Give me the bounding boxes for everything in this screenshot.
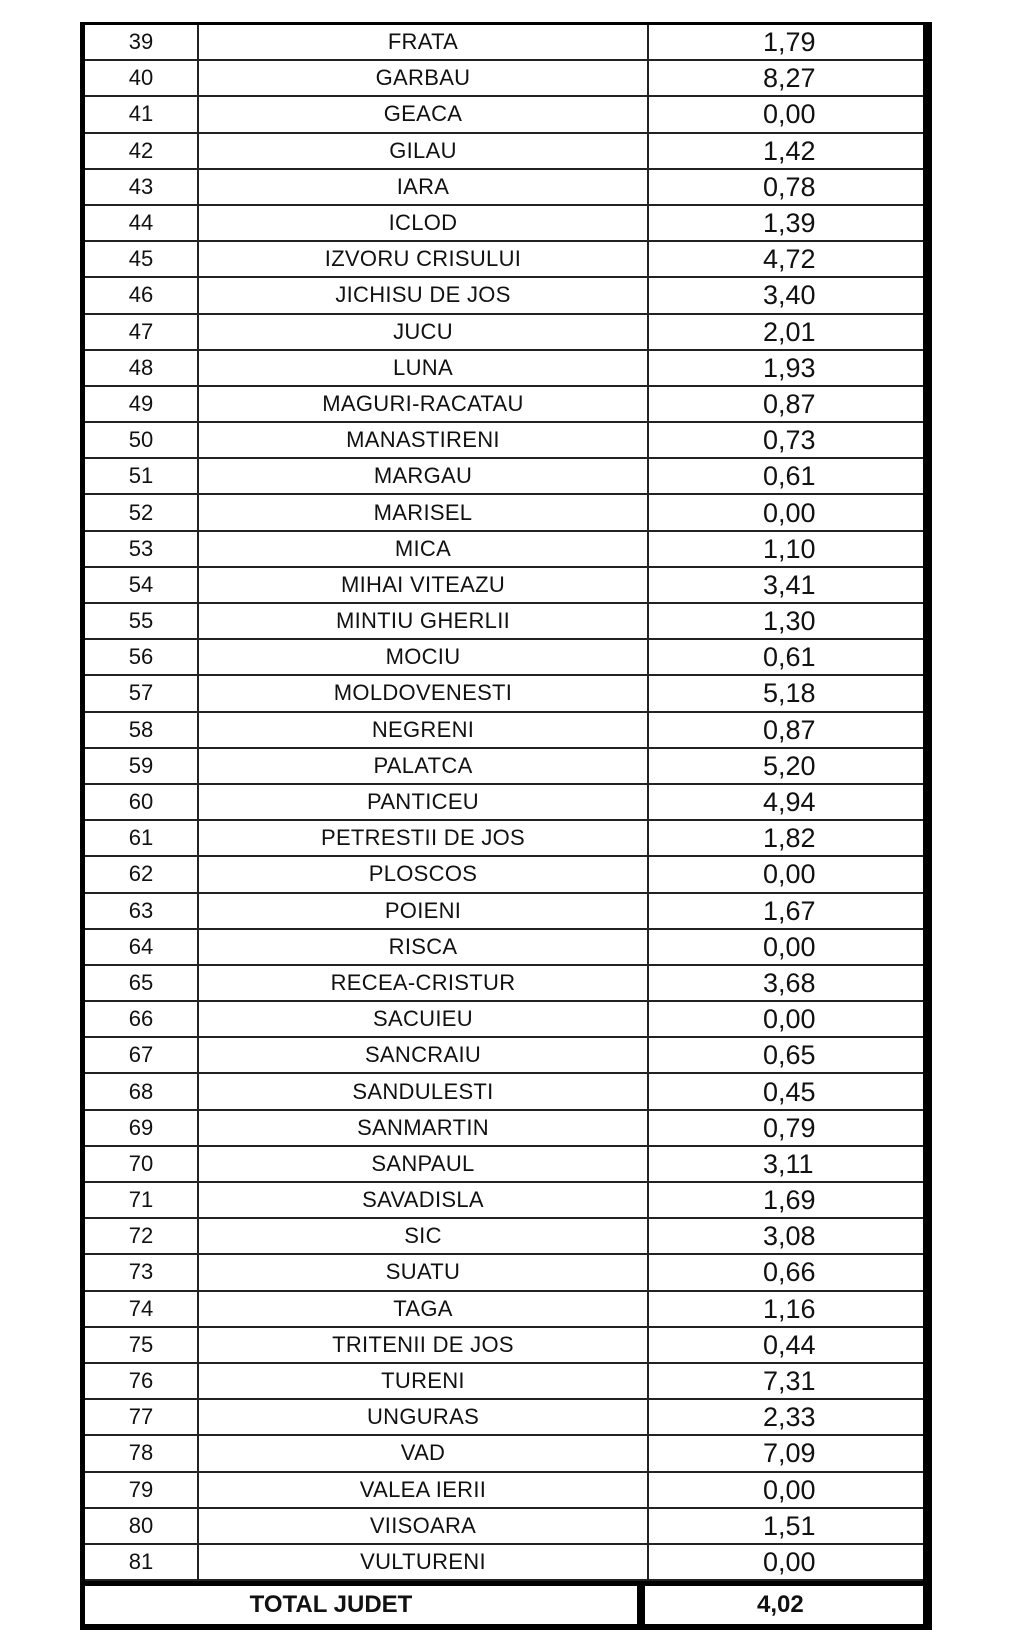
locality-name: MARGAU <box>198 458 648 494</box>
row-number: 72 <box>85 1218 198 1254</box>
table-row <box>85 169 923 205</box>
table-row <box>85 893 923 929</box>
row-value: 0,44 <box>648 1327 923 1363</box>
row-value: 0,00 <box>648 929 923 965</box>
row-value: 7,09 <box>648 1435 923 1471</box>
table-row <box>85 1001 923 1037</box>
locality-name: PLOSCOS <box>198 856 648 892</box>
row-number: 75 <box>85 1327 198 1363</box>
table-row <box>85 820 923 856</box>
locality-name: MIHAI VITEAZU <box>198 567 648 603</box>
locality-name: PETRESTII DE JOS <box>198 820 648 856</box>
row-number: 54 <box>85 567 198 603</box>
table-row <box>85 712 923 748</box>
row-number: 80 <box>85 1508 198 1544</box>
locality-name: MAGURI-RACATAU <box>198 386 648 422</box>
row-number: 48 <box>85 350 198 386</box>
row-value: 1,79 <box>648 25 923 60</box>
table-row <box>85 350 923 386</box>
locality-name: RISCA <box>198 929 648 965</box>
row-number: 76 <box>85 1363 198 1399</box>
locality-name: VALEA IERII <box>198 1472 648 1508</box>
locality-name: MINTIU GHERLII <box>198 603 648 639</box>
row-value: 2,33 <box>648 1399 923 1435</box>
table-row <box>85 1435 923 1471</box>
table-row <box>85 133 923 169</box>
table-row <box>85 1291 923 1327</box>
table-row <box>85 603 923 639</box>
localities-table <box>85 25 923 1581</box>
locality-name: SANDULESTI <box>198 1073 648 1109</box>
row-value: 1,67 <box>648 893 923 929</box>
row-number: 64 <box>85 929 198 965</box>
locality-name: VULTURENI <box>198 1544 648 1580</box>
row-number: 58 <box>85 712 198 748</box>
row-number: 61 <box>85 820 198 856</box>
row-number: 78 <box>85 1435 198 1471</box>
row-value: 0,73 <box>648 422 923 458</box>
table-row <box>85 1544 923 1580</box>
row-number: 55 <box>85 603 198 639</box>
row-value: 0,61 <box>648 458 923 494</box>
locality-name: POIENI <box>198 893 648 929</box>
locality-name: NEGRENI <box>198 712 648 748</box>
table-row <box>85 494 923 530</box>
locality-name: SACUIEU <box>198 1001 648 1037</box>
row-number: 79 <box>85 1472 198 1508</box>
row-value: 1,16 <box>648 1291 923 1327</box>
table-row <box>85 96 923 132</box>
locality-name: ICLOD <box>198 205 648 241</box>
row-number: 53 <box>85 531 198 567</box>
row-number: 41 <box>85 96 198 132</box>
row-value: 1,93 <box>648 350 923 386</box>
table-row <box>85 1327 923 1363</box>
row-number: 65 <box>85 965 198 1001</box>
row-number: 74 <box>85 1291 198 1327</box>
locality-name: TRITENII DE JOS <box>198 1327 648 1363</box>
table-row <box>85 1218 923 1254</box>
table-row <box>85 567 923 603</box>
table-row <box>85 25 923 60</box>
table-row <box>85 422 923 458</box>
row-number: 49 <box>85 386 198 422</box>
table-row <box>85 205 923 241</box>
locality-name: IZVORU CRISULUI <box>198 241 648 277</box>
row-value: 1,69 <box>648 1182 923 1218</box>
table-row <box>85 531 923 567</box>
locality-name: GILAU <box>198 133 648 169</box>
row-number: 46 <box>85 277 198 313</box>
row-number: 67 <box>85 1037 198 1073</box>
row-value: 0,00 <box>648 1472 923 1508</box>
row-value: 1,10 <box>648 531 923 567</box>
row-number: 62 <box>85 856 198 892</box>
row-value: 1,30 <box>648 603 923 639</box>
row-number: 44 <box>85 205 198 241</box>
locality-name: MARISEL <box>198 494 648 530</box>
row-value: 5,18 <box>648 675 923 711</box>
row-value: 3,11 <box>648 1146 923 1182</box>
row-number: 59 <box>85 748 198 784</box>
table-row <box>85 748 923 784</box>
table-row <box>85 856 923 892</box>
table-row <box>85 1073 923 1109</box>
table-row <box>85 1182 923 1218</box>
total-row <box>85 1581 923 1624</box>
row-number: 70 <box>85 1146 198 1182</box>
row-value: 7,31 <box>648 1363 923 1399</box>
row-number: 56 <box>85 639 198 675</box>
row-number: 57 <box>85 675 198 711</box>
locality-name: VAD <box>198 1435 648 1471</box>
table-row <box>85 675 923 711</box>
locality-name: MOCIU <box>198 639 648 675</box>
row-value: 0,61 <box>648 639 923 675</box>
locality-name: GEACA <box>198 96 648 132</box>
locality-name: SANMARTIN <box>198 1110 648 1146</box>
locality-name: JICHISU DE JOS <box>198 277 648 313</box>
row-value: 1,39 <box>648 205 923 241</box>
row-value: 0,00 <box>648 1001 923 1037</box>
row-value: 1,82 <box>648 820 923 856</box>
row-number: 43 <box>85 169 198 205</box>
row-value: 4,94 <box>648 784 923 820</box>
table-row <box>85 458 923 494</box>
row-value: 1,51 <box>648 1508 923 1544</box>
row-number: 52 <box>85 494 198 530</box>
row-value: 3,08 <box>648 1218 923 1254</box>
row-value: 0,65 <box>648 1037 923 1073</box>
table-row <box>85 1254 923 1290</box>
table-row <box>85 639 923 675</box>
row-value: 2,01 <box>648 314 923 350</box>
locality-name: UNGURAS <box>198 1399 648 1435</box>
locality-name: TURENI <box>198 1363 648 1399</box>
table-row <box>85 241 923 277</box>
locality-name: JUCU <box>198 314 648 350</box>
row-value: 0,00 <box>648 1544 923 1580</box>
locality-name: MOLDOVENESTI <box>198 675 648 711</box>
table-row <box>85 1146 923 1182</box>
table-row <box>85 314 923 350</box>
row-value: 0,45 <box>648 1073 923 1109</box>
row-number: 71 <box>85 1182 198 1218</box>
locality-name: SIC <box>198 1218 648 1254</box>
row-value: 8,27 <box>648 60 923 96</box>
row-value: 3,68 <box>648 965 923 1001</box>
row-number: 42 <box>85 133 198 169</box>
table-row <box>85 965 923 1001</box>
table-row <box>85 1363 923 1399</box>
locality-name: SUATU <box>198 1254 648 1290</box>
row-number: 60 <box>85 784 198 820</box>
total-label: TOTAL JUDET <box>85 1586 645 1624</box>
row-number: 81 <box>85 1544 198 1580</box>
row-number: 47 <box>85 314 198 350</box>
row-value: 5,20 <box>648 748 923 784</box>
row-value: 0,00 <box>648 494 923 530</box>
table-body <box>85 25 923 1580</box>
table-row <box>85 929 923 965</box>
row-number: 51 <box>85 458 198 494</box>
row-value: 1,42 <box>648 133 923 169</box>
row-number: 69 <box>85 1110 198 1146</box>
row-value: 0,00 <box>648 96 923 132</box>
locality-name: VIISOARA <box>198 1508 648 1544</box>
row-value: 0,66 <box>648 1254 923 1290</box>
row-number: 39 <box>85 25 198 60</box>
row-number: 73 <box>85 1254 198 1290</box>
row-value: 4,72 <box>648 241 923 277</box>
row-number: 63 <box>85 893 198 929</box>
row-value: 0,78 <box>648 169 923 205</box>
table-row <box>85 386 923 422</box>
row-value: 0,87 <box>648 712 923 748</box>
locality-name: MANASTIRENI <box>198 422 648 458</box>
locality-name: FRATA <box>198 25 648 60</box>
table-row <box>85 1037 923 1073</box>
row-number: 77 <box>85 1399 198 1435</box>
row-number: 68 <box>85 1073 198 1109</box>
row-value: 3,41 <box>648 567 923 603</box>
locality-name: PANTICEU <box>198 784 648 820</box>
locality-name: SAVADISLA <box>198 1182 648 1218</box>
row-value: 0,00 <box>648 856 923 892</box>
locality-name: GARBAU <box>198 60 648 96</box>
row-value: 3,40 <box>648 277 923 313</box>
locality-name: SANPAUL <box>198 1146 648 1182</box>
table-row <box>85 277 923 313</box>
table-row <box>85 1110 923 1146</box>
total-value: 4,02 <box>757 1591 804 1619</box>
table-row <box>85 1399 923 1435</box>
locality-name: TAGA <box>198 1291 648 1327</box>
locality-name: LUNA <box>198 350 648 386</box>
locality-name: RECEA-CRISTUR <box>198 965 648 1001</box>
locality-name: MICA <box>198 531 648 567</box>
table-row <box>85 1472 923 1508</box>
row-value: 0,79 <box>648 1110 923 1146</box>
table-row <box>85 784 923 820</box>
locality-name: SANCRAIU <box>198 1037 648 1073</box>
row-value: 0,87 <box>648 386 923 422</box>
row-number: 45 <box>85 241 198 277</box>
table-row <box>85 60 923 96</box>
locality-name: IARA <box>198 169 648 205</box>
document-table <box>80 22 932 1630</box>
table-row <box>85 1508 923 1544</box>
row-number: 50 <box>85 422 198 458</box>
row-number: 66 <box>85 1001 198 1037</box>
locality-name: PALATCA <box>198 748 648 784</box>
row-number: 40 <box>85 60 198 96</box>
